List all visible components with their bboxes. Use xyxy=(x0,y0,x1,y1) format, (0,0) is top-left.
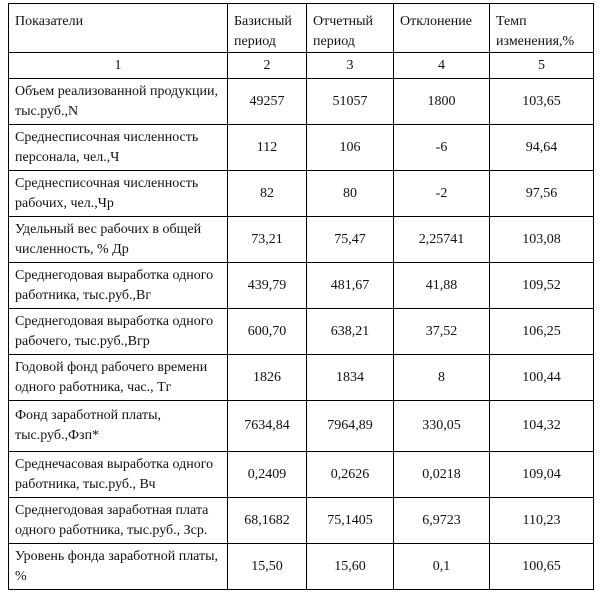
table-row xyxy=(9,79,594,125)
index-cell: 1 xyxy=(9,53,228,79)
base-value: 439,79 xyxy=(228,263,307,309)
index-cell: 5 xyxy=(490,53,594,79)
index-cell: 4 xyxy=(394,53,490,79)
deviation-value: 6,9723 xyxy=(394,498,490,544)
base-value: 82 xyxy=(228,171,307,217)
report-value: 75,47 xyxy=(307,217,394,263)
rate-value: 109,52 xyxy=(490,263,594,309)
rate-value: 97,56 xyxy=(490,171,594,217)
base-value: 49257 xyxy=(228,79,307,125)
rate-value: 109,04 xyxy=(490,452,594,498)
deviation-value: 8 xyxy=(394,355,490,401)
table-row xyxy=(9,355,594,401)
report-value: 1834 xyxy=(307,355,394,401)
base-value: 15,50 xyxy=(228,544,307,590)
report-value: 106 xyxy=(307,125,394,171)
indicators-table xyxy=(8,3,594,590)
deviation-value: 2,25741 xyxy=(394,217,490,263)
base-value: 600,70 xyxy=(228,309,307,355)
header-indicators: Показатели xyxy=(9,4,228,53)
report-value: 0,2626 xyxy=(307,452,394,498)
index-cell: 2 xyxy=(228,53,307,79)
base-value: 7634,84 xyxy=(228,401,307,452)
base-value: 73,21 xyxy=(228,217,307,263)
report-value: 481,67 xyxy=(307,263,394,309)
table-row xyxy=(9,171,594,217)
table-row xyxy=(9,263,594,309)
indicator-label: Годовой фонд рабочего времени одного работника, час., Тг xyxy=(9,355,228,401)
indicator-label: Среднегодовая выработка одного рабочего, тыс.руб.,Вгр xyxy=(9,309,228,355)
rate-value: 103,08 xyxy=(490,217,594,263)
header-base-period: Базисный период xyxy=(228,4,307,53)
table-row xyxy=(9,309,594,355)
table-row xyxy=(9,452,594,498)
deviation-value: 0,1 xyxy=(394,544,490,590)
rate-value: 94,64 xyxy=(490,125,594,171)
deviation-value: -6 xyxy=(394,125,490,171)
header-change-rate: Темп изменения,% xyxy=(490,4,594,53)
report-value: 638,21 xyxy=(307,309,394,355)
report-value: 15,60 xyxy=(307,544,394,590)
base-value: 1826 xyxy=(228,355,307,401)
indicator-label: Среднесписочная численность персонала, чел.,Ч xyxy=(9,125,228,171)
rate-value: 104,32 xyxy=(490,401,594,452)
deviation-value: 0,0218 xyxy=(394,452,490,498)
deviation-value: 330,05 xyxy=(394,401,490,452)
deviation-value: 41,88 xyxy=(394,263,490,309)
table-row xyxy=(9,498,594,544)
table-row xyxy=(9,401,594,452)
report-value: 80 xyxy=(307,171,394,217)
rate-value: 110,23 xyxy=(490,498,594,544)
deviation-value: -2 xyxy=(394,171,490,217)
header-row xyxy=(9,4,594,53)
report-value: 75,1405 xyxy=(307,498,394,544)
index-cell: 3 xyxy=(307,53,394,79)
base-value: 68,1682 xyxy=(228,498,307,544)
rate-value: 106,25 xyxy=(490,309,594,355)
indicator-label: Фонд заработной платы, тыс.руб.,Фзп* xyxy=(9,401,228,452)
deviation-value: 37,52 xyxy=(394,309,490,355)
indicator-label: Удельный вес рабочих в общей численность, % Др xyxy=(9,217,228,263)
rate-value: 103,65 xyxy=(490,79,594,125)
indicator-label: Среднегодовая заработная плата одного работника, тыс.руб., Зср. xyxy=(9,498,228,544)
index-row xyxy=(9,53,594,79)
indicator-label: Уровень фонда заработной платы, % xyxy=(9,544,228,590)
deviation-value: 1800 xyxy=(394,79,490,125)
indicator-label: Объем реализованной продукции, тыс.руб.,N xyxy=(9,79,228,125)
base-value: 112 xyxy=(228,125,307,171)
table-row xyxy=(9,217,594,263)
indicator-label: Среднесписочная численность рабочих, чел.,Чр xyxy=(9,171,228,217)
base-value: 0,2409 xyxy=(228,452,307,498)
header-deviation: Отклонение xyxy=(394,4,490,53)
table-row xyxy=(9,544,594,590)
rate-value: 100,44 xyxy=(490,355,594,401)
rate-value: 100,65 xyxy=(490,544,594,590)
indicator-label: Среднечасовая выработка одного работника, тыс.руб., Вч xyxy=(9,452,228,498)
table-row xyxy=(9,125,594,171)
indicator-label: Среднегодовая выработка одного работника, тыс.руб.,Вг xyxy=(9,263,228,309)
report-value: 51057 xyxy=(307,79,394,125)
header-report-period: Отчетный период xyxy=(307,4,394,53)
report-value: 7964,89 xyxy=(307,401,394,452)
